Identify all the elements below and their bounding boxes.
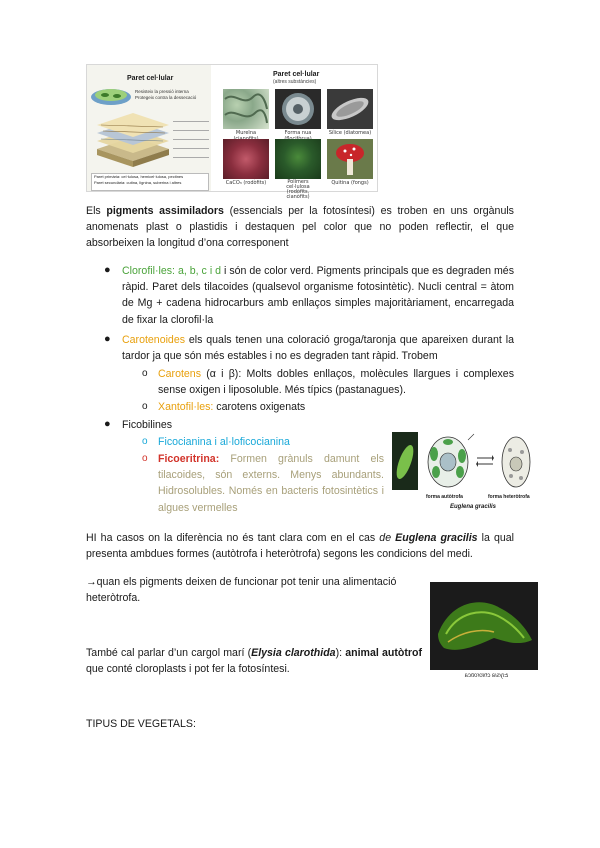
caption-4: CaCO₃ (rodòfits) — [225, 180, 267, 186]
caption-1: Mureïna — [235, 130, 257, 136]
item-ficoeritrina: Ficoeritrina: Formen grànuls damunt els tilacoides, són externs. Menys abundants. Hidrosolubles. Només en bacteris fotosintètics i algues vermelles — [158, 453, 384, 514]
bullet-o-carotens: o — [142, 368, 148, 379]
left-panel-bottom-box — [91, 173, 209, 191]
cell-wall-left-panel — [87, 65, 211, 191]
plant-cell-illustration — [89, 85, 133, 107]
elysia-figure — [430, 582, 538, 682]
bullet-dot-3: ● — [104, 418, 111, 430]
pigments-bold: pigments assimiladors — [106, 205, 224, 217]
left-bottom-line2: Paret secundària: cutina, lignina, suberina i altres — [94, 180, 182, 185]
animal-autotrof-bold: animal autòtrof — [345, 647, 423, 659]
micrograph-cyanophyte — [223, 89, 269, 129]
ficoeritrina-label: Ficoeritrina: — [158, 453, 220, 465]
left-panel-line2: Protegeix contra la dessecació — [135, 95, 197, 100]
bullet-o-ficocianina: o — [142, 436, 148, 447]
caption-5: Polímers cel·lulosa (rodòfits, cianòfits) — [286, 179, 310, 200]
right-panel-subtitle: (altres substàncies) — [273, 79, 317, 85]
section-heading-vegetals: TIPUS DE VEGETALS: — [86, 718, 196, 730]
elysia-caption: Elysia chlorotica — [464, 673, 508, 679]
xantofil-label: Xantofil·les: — [158, 401, 214, 413]
item-ficocianina: Ficocianina i al·loficocianina — [158, 436, 290, 448]
item-xantofil: Xantofil·les: carotens oxigenats — [158, 401, 306, 413]
euglena-caption-autotroph: forma autòtrofa — [426, 494, 463, 500]
carotenoides-label: Carotenoides — [122, 334, 186, 346]
item-carotenoides: Carotenoides els quals tenen una coloració groga/taronja que apareixen durant la tardor ja que són més estables i no es degraden tant ràpid. Trobem — [122, 334, 514, 363]
left-panel-line1: Resisteix la pressió interna — [135, 89, 189, 94]
micrograph-fungus — [327, 139, 373, 179]
bullet-o-xantofil: o — [142, 401, 148, 412]
clorofil-label: Clorofil·les: a, b, c i d — [122, 265, 222, 277]
bullet-dot-1: ● — [104, 264, 111, 276]
bullet-o-ficoeritrina: o — [142, 453, 148, 464]
paragraph-heterotroph: →quan els pigments deixen de funcionar pot tenir una alimentació heteròtrofa. — [86, 576, 397, 605]
layer-labels — [173, 115, 209, 158]
micrograph-cellulose-algae — [275, 139, 321, 179]
item-carotens: Carotens (α i β): Molts dobles enllaços, molècules llargues i complexes sense oxigen i liposoluble. Més típics (pastanagues). — [158, 368, 514, 397]
euglena-caption-heterotroph: forma heteròtrofa — [488, 494, 530, 500]
cell-wall-figure — [86, 64, 378, 200]
elysia-species: Elysia clarothida — [251, 647, 336, 659]
euglena-figure-title: Euglena gracilis — [450, 504, 497, 510]
elysia-slug-image — [430, 582, 538, 670]
item-clorofil: Clorofil·les: a, b, c i d i són de color verd. Pigments principals que es degraden més ràpid. Paret dels tilacoides (qualsevol organisme fotosintètic). Nucli central = àtom de Mg + cadena hidrocarburs amb enllaços simples majoritàriament, encarregada de fixar la clorofil·la — [122, 265, 514, 326]
item-ficobilines: Ficobilines — [122, 419, 173, 431]
euglena-figure — [392, 432, 538, 516]
carotens-label: Carotens — [158, 368, 201, 380]
euglena-heterotroph-drawing — [496, 434, 536, 490]
caption-2: Forma nua — [284, 130, 312, 136]
micrograph-red-algae — [223, 139, 269, 179]
paragraph-elysia: També cal parlar d’un cargol marí (Elysia clarothida): animal autòtrof que conté cloroplasts i pot fer la fotosíntesi. — [86, 647, 423, 676]
euglena-micrograph — [392, 432, 418, 490]
micrograph-naked-form — [275, 89, 321, 129]
euglena-autotroph-drawing — [422, 434, 474, 490]
paragraph-euglena: HI ha casos on la diferència no és tant clara com en el cas de Euglena gracilis la qual presenta ambdues formes (autòtrofa i heteròtrofa) segons les condicions del medi. — [86, 532, 514, 561]
transition-arrows — [476, 454, 494, 468]
left-panel-title: Paret cel·lular — [127, 75, 174, 82]
cell-wall-layers-diagram — [93, 109, 173, 171]
elysia-caption-bar — [430, 670, 538, 682]
caption-6: Quitina (fongs) — [331, 180, 369, 186]
micrograph-diatom — [327, 89, 373, 129]
arrow-glyph: → — [86, 576, 97, 588]
paragraph-pigments: Els pigments assimiladors (essencials per la fotosíntesi) es troben en uns orgànuls anomenats plast o plastidis i destaquen pel color que no poden reflectir, el que absorbeixen la longitud d’ona corresponent — [86, 205, 514, 250]
euglena-species: Euglena gracilis — [395, 532, 478, 544]
bullet-dot-2: ● — [104, 333, 111, 345]
caption-3: Sílice (diatomea) — [328, 130, 372, 136]
right-panel-title: Paret cel·lular — [273, 71, 320, 78]
left-bottom-line1: Paret primària: cel·lulosa, hemicel·lulosa, pectines — [94, 174, 184, 179]
